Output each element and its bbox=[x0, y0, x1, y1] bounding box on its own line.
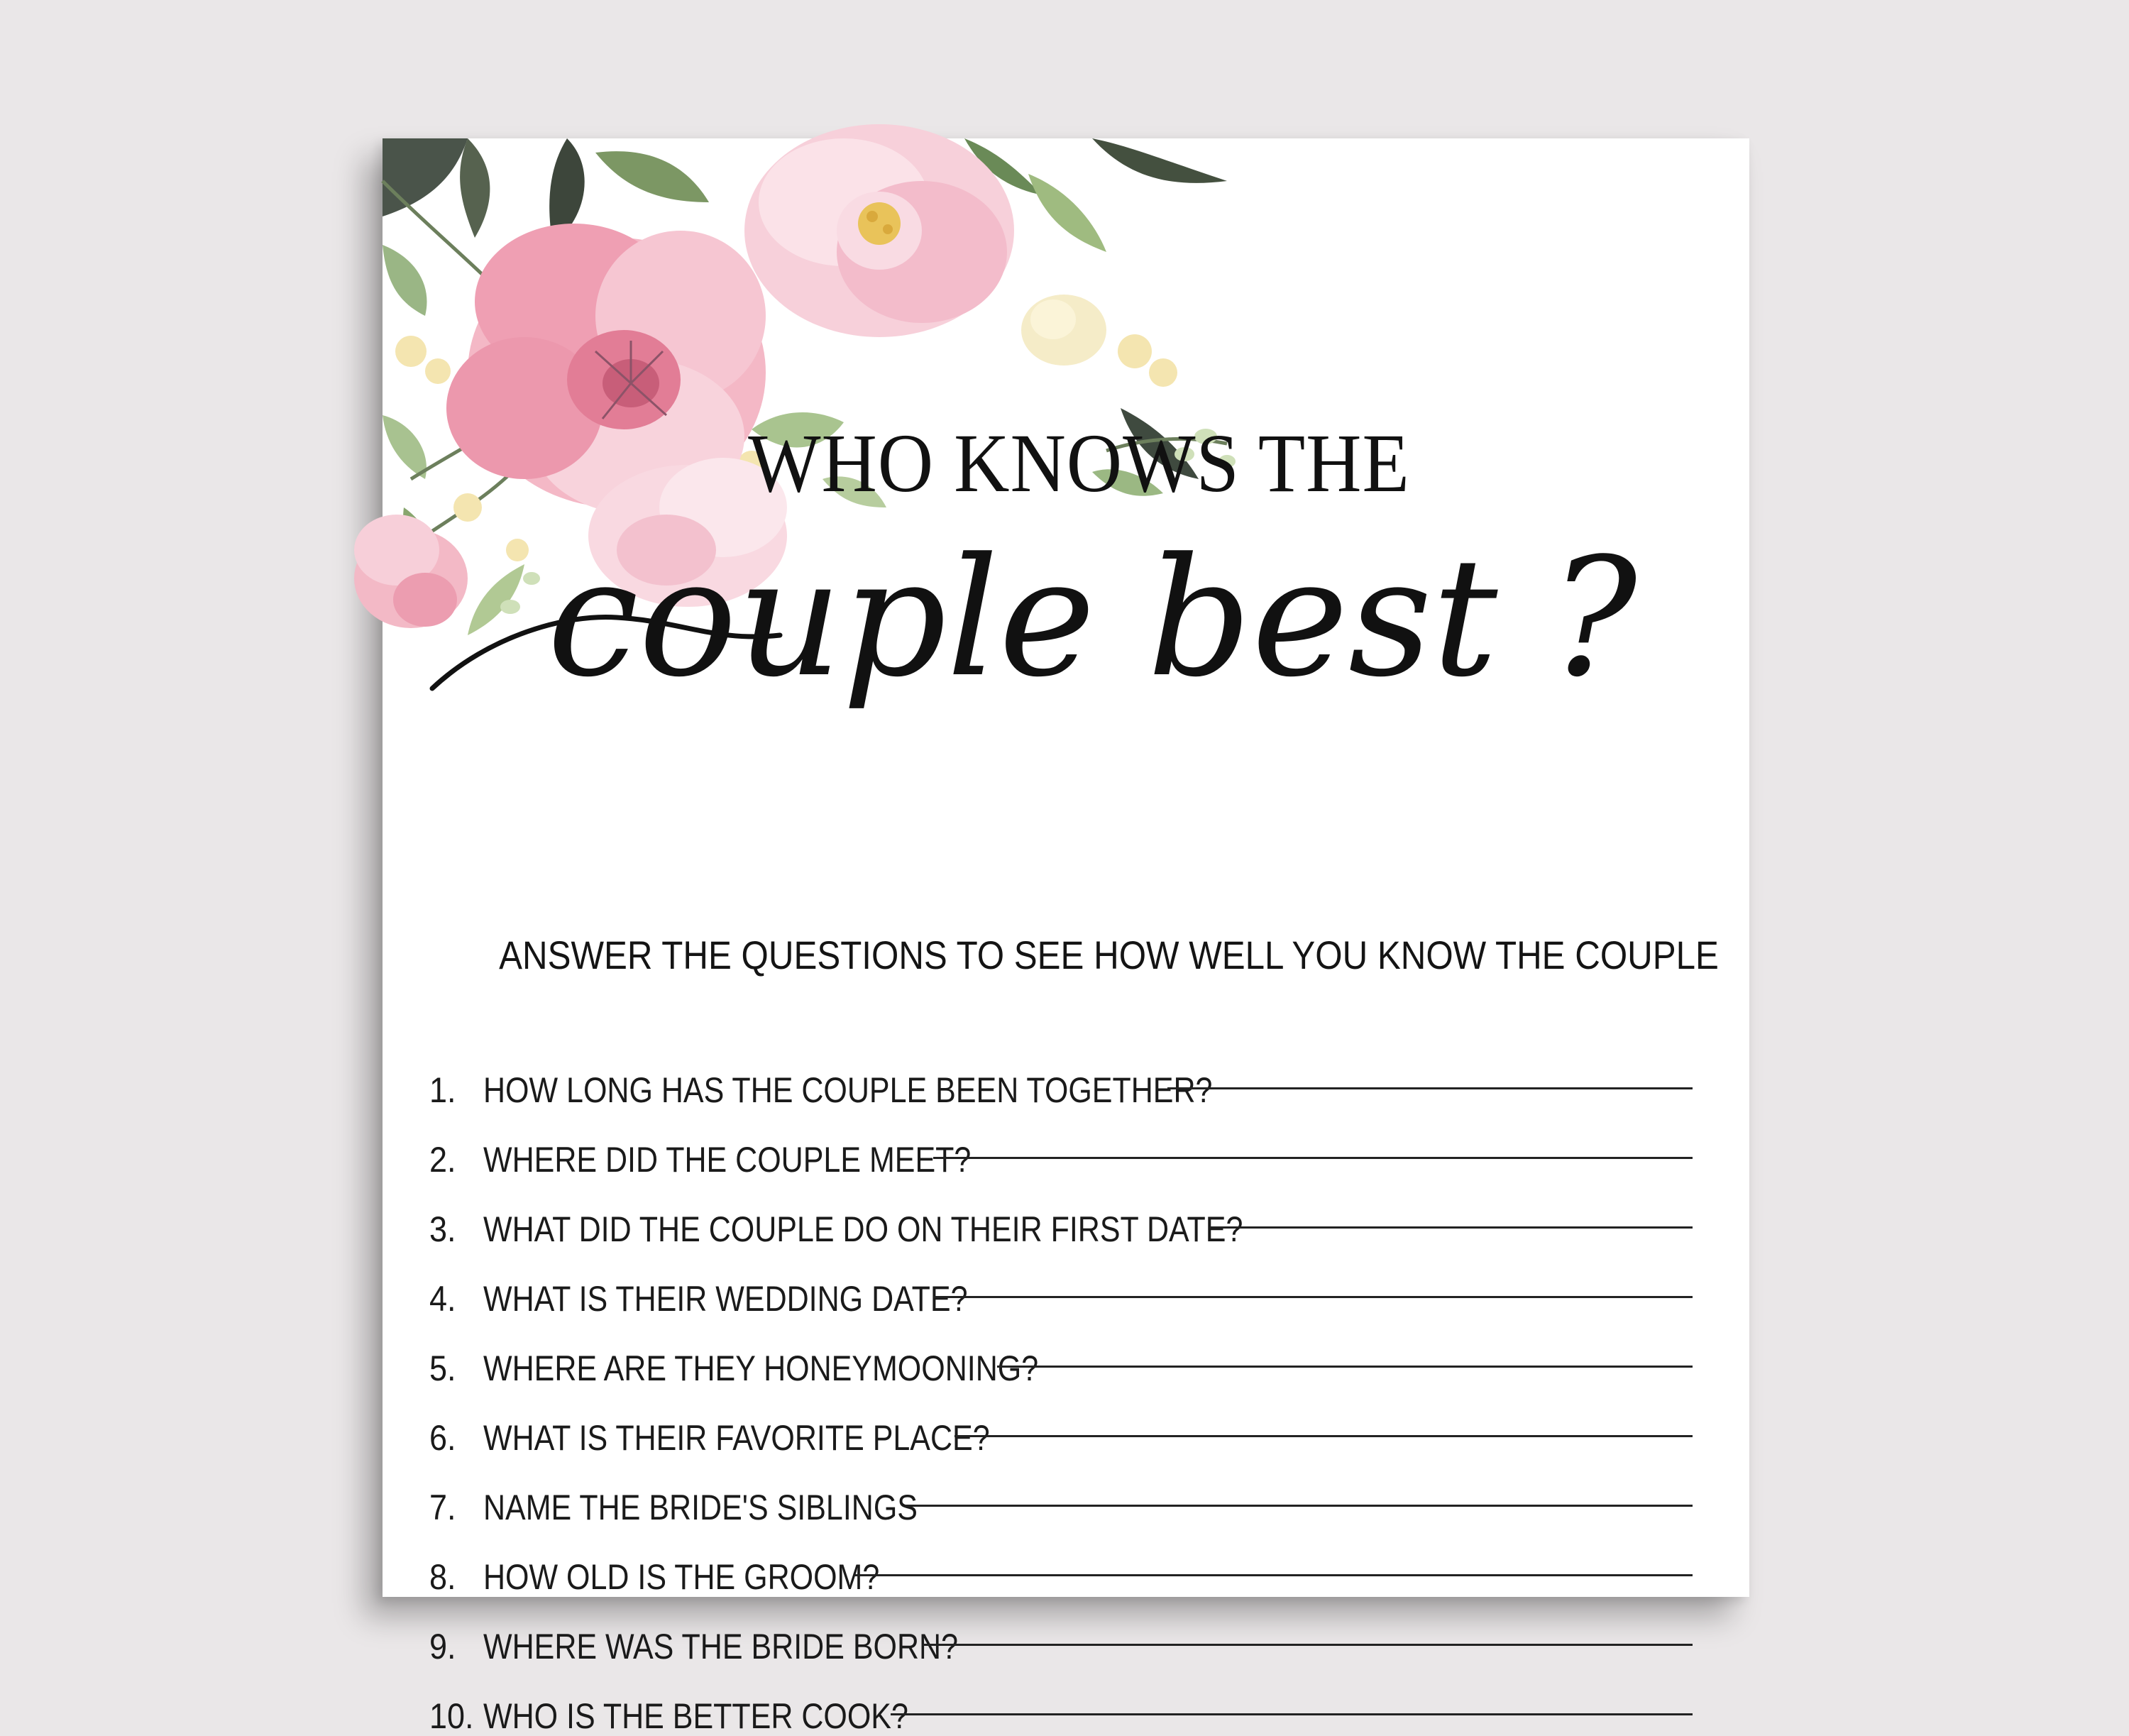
game-sheet bbox=[383, 138, 1749, 1736]
question-row bbox=[429, 1038, 1693, 1108]
answer-line[interactable] bbox=[1210, 1226, 1693, 1229]
question-text: WHAT IS THEIR FAVORITE PLACE? bbox=[483, 1418, 990, 1458]
question-number: 9. bbox=[429, 1627, 456, 1666]
title-line-1: WHO KNOWS THE bbox=[748, 417, 1410, 510]
question-number: 4. bbox=[429, 1279, 456, 1319]
answer-line[interactable] bbox=[997, 1366, 1693, 1368]
question-row bbox=[429, 1456, 1693, 1525]
answer-line[interactable] bbox=[933, 1157, 1693, 1159]
question-text: NAME THE BRIDE'S SIBLINGS bbox=[483, 1488, 918, 1527]
question-number: 7. bbox=[429, 1488, 456, 1527]
answer-line[interactable] bbox=[955, 1435, 1693, 1437]
question-text: HOW LONG HAS THE COUPLE BEEN TOGETHER? bbox=[483, 1070, 1213, 1110]
question-row bbox=[429, 1525, 1693, 1595]
question-text: WHO IS THE BETTER COOK? bbox=[483, 1696, 908, 1736]
question-number: 10. bbox=[429, 1696, 474, 1736]
answer-line[interactable] bbox=[855, 1574, 1693, 1576]
question-text: WHAT IS THEIR WEDDING DATE? bbox=[483, 1279, 968, 1319]
question-text: WHERE DID THE COUPLE MEET? bbox=[483, 1140, 972, 1180]
title-script bbox=[383, 507, 1749, 735]
question-row bbox=[429, 1595, 1693, 1664]
question-row bbox=[429, 1177, 1693, 1247]
question-number: 6. bbox=[429, 1418, 456, 1458]
answer-line[interactable] bbox=[933, 1296, 1693, 1298]
question-text: HOW OLD IS THE GROOM? bbox=[483, 1557, 880, 1597]
question-list bbox=[429, 1038, 1693, 1734]
question-number: 2. bbox=[429, 1140, 456, 1180]
question-number: 1. bbox=[429, 1070, 456, 1110]
answer-line[interactable] bbox=[891, 1713, 1693, 1715]
question-row bbox=[429, 1317, 1693, 1386]
question-row bbox=[429, 1247, 1693, 1317]
question-row bbox=[429, 1664, 1693, 1734]
question-text: WHAT DID THE COUPLE DO ON THEIR FIRST DATE? bbox=[483, 1209, 1243, 1249]
question-text: WHERE ARE THEY HONEYMOONING? bbox=[483, 1348, 1039, 1388]
question-number: 5. bbox=[429, 1348, 456, 1388]
instructions-subtitle: ANSWER THE QUESTIONS TO SEE HOW WELL YOU KNOW THE COUPLE bbox=[499, 933, 1719, 977]
question-row bbox=[429, 1108, 1693, 1180]
answer-line[interactable] bbox=[905, 1505, 1693, 1507]
answer-line[interactable] bbox=[1167, 1087, 1693, 1089]
question-row bbox=[429, 1386, 1693, 1456]
question-text: WHERE WAS THE BRIDE BORN? bbox=[483, 1627, 958, 1666]
question-number: 3. bbox=[429, 1209, 456, 1249]
question-number: 8. bbox=[429, 1557, 456, 1597]
title-script-text: couple best ? bbox=[547, 524, 1637, 713]
answer-line[interactable] bbox=[923, 1644, 1693, 1646]
